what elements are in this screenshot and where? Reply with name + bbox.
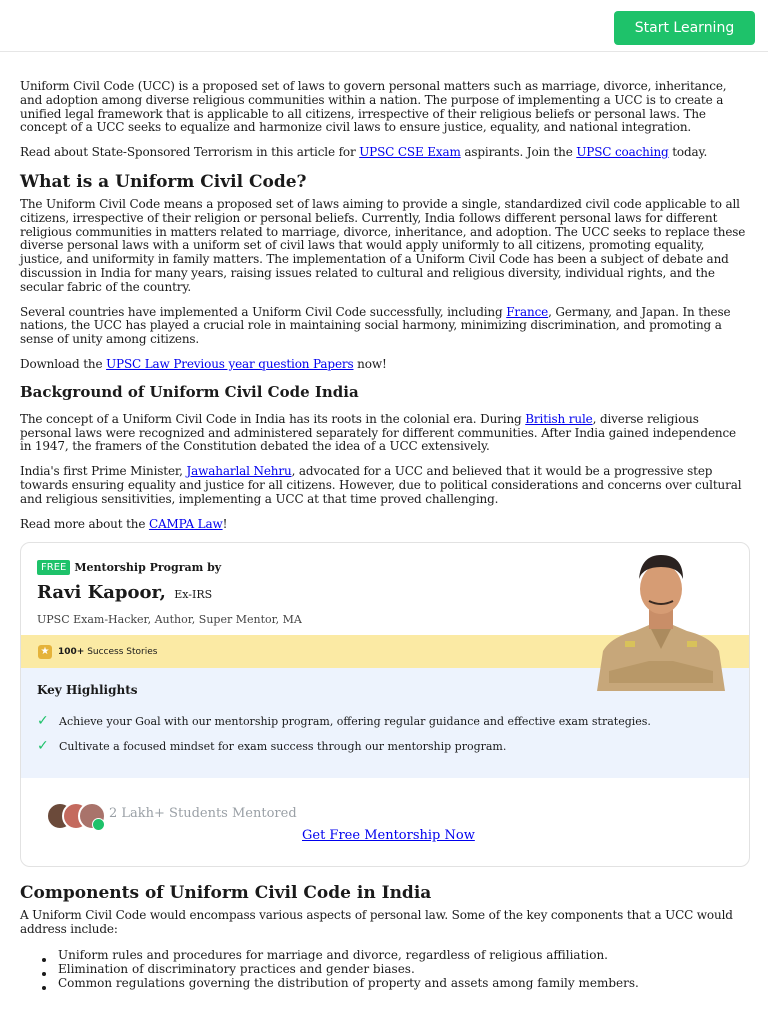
upsc-cse-exam-link[interactable]: UPSC CSE Exam <box>359 145 461 160</box>
start-learning-button[interactable]: Start Learning <box>614 11 755 45</box>
british-rule-link[interactable]: British rule <box>525 411 593 426</box>
components-list <box>20 948 750 990</box>
student-avatars <box>46 802 110 830</box>
mentorship-card <box>20 542 750 867</box>
section3-paragraph: A Uniform Civil Code would encompass various aspects of personal law. Some of the key components that a UCC would address include: <box>20 908 733 937</box>
highlight-item: ✓ Cultivate a focused mindset for exam success through our mentorship program. <box>37 738 507 755</box>
check-icon: ✓ <box>37 738 49 755</box>
highlight-item: ✓ Achieve your Goal with our mentorship program, offering regular guidance and effective exam strategies. <box>37 713 651 730</box>
mentor-photo <box>589 549 733 691</box>
mentor-info <box>37 557 302 626</box>
section2-paragraph-2: India's first Prime Minister, Jawaharlal Nehru, advocated for a UCC and believed that it would be a progressive step towards ensuring equality and justice for all citizens. However, due to political considerations and concerns over cultural and religious sensitivities, implementing a UCC at that time proved challenging. <box>20 464 742 506</box>
section2-paragraph-3: Read more about the CAMPA Law! <box>20 516 228 531</box>
success-stories-text: 100+ Success Stories <box>58 646 158 657</box>
free-badge: FREE <box>37 560 70 575</box>
mentorship-program-label: Mentorship Program by <box>74 561 222 575</box>
mentor-name: Ravi Kapoor, <box>37 582 166 604</box>
article-content <box>20 80 750 990</box>
section2-paragraph-1: The concept of a Uniform Civil Code in India has its roots in the colonial era. During British rule, diverse religious personal laws were recognized and administered separately for different communities. After India gained independence in 1947, the framers of the Constitution debated the idea of a UCC extensively. <box>20 411 737 454</box>
section-heading-what-is-ucc: What is a Uniform Civil Code? <box>20 171 307 192</box>
online-status-dot <box>92 818 105 831</box>
upsc-law-papers-link[interactable]: UPSC Law Previous year question Papers <box>106 356 354 371</box>
intro-paragraph: Uniform Civil Code (UCC) is a proposed set of laws to govern personal matters such as marriage, divorce, inheritance, and adoption among diverse religious communities within a nation. The purpose of implementing a UCC is to create a unified legal framework that is applicable to all citizens, irrespective of their religious beliefs or personal laws. The concept of a UCC seeks to equalize and harmonize civil laws to ensure justice, equality, and national integration. <box>20 79 727 135</box>
students-mentored-text: 2 Lakh+ Students Mentored <box>109 806 297 822</box>
section1-paragraph-3: Download the UPSC Law Previous year question Papers now! <box>20 356 387 371</box>
mentor-tag: Ex-IRS <box>174 588 213 602</box>
jawaharlal-nehru-link[interactable]: Jawaharlal Nehru <box>186 464 292 479</box>
upsc-coaching-link[interactable]: UPSC coaching <box>576 145 669 160</box>
list-item: Elimination of discriminatory practices and gender biases. <box>58 962 750 976</box>
trophy-icon: ★ <box>38 645 52 659</box>
key-highlights-title: Key Highlights <box>37 683 138 698</box>
top-bar <box>0 0 768 52</box>
campa-law-link[interactable]: CAMPA Law <box>148 516 223 531</box>
section1-paragraph-2: Several countries have implemented a Uniform Civil Code successfully, including France, Germany, and Japan. In these nations, the UCC has played a crucial role in maintaining social harmony, minimizing discrimination, and promoting a sense of unity among citizens. <box>20 304 731 347</box>
list-item: Uniform rules and procedures for marriage and divorce, regardless of religious affiliation. <box>58 948 750 962</box>
mentor-name-line <box>37 582 302 603</box>
france-link[interactable]: France <box>506 304 549 319</box>
section1-paragraph-1: The Uniform Civil Code means a proposed set of laws aiming to provide a single, standardized civil code applicable to all citizens, irrespective of their religion or personal beliefs. Currently, India follows different personal laws for different religious communities in matters related to marriage, divorce, inheritance, and adoption. The UCC seeks to replace these diverse personal laws with a uniform set of civil laws that would apply uniformly to all citizens, promoting equality, justice, and uniformity in family matters. The implementation of a Uniform Civil Code has been a subject of debate and discussion in India for many years, raising issues related to cultural and religious diversity, individual rights, and the secular fabric of the country. <box>20 196 746 294</box>
section-heading-background: Background of Uniform Civil Code India <box>20 382 359 401</box>
get-free-mentorship-link[interactable]: Get Free Mentorship Now <box>302 828 475 844</box>
card-footer <box>21 778 749 866</box>
mentor-description: UPSC Exam-Hacker, Author, Super Mentor, MA <box>37 613 302 627</box>
list-item: Common regulations governing the distribution of property and assets among family members. <box>58 976 750 990</box>
section-heading-components: Components of Uniform Civil Code in India <box>20 883 432 904</box>
check-icon: ✓ <box>37 713 49 730</box>
intro-links-paragraph: Read about State-Sponsored Terrorism in this article for UPSC CSE Exam aspirants. Join the UPSC coaching today. <box>20 145 708 160</box>
